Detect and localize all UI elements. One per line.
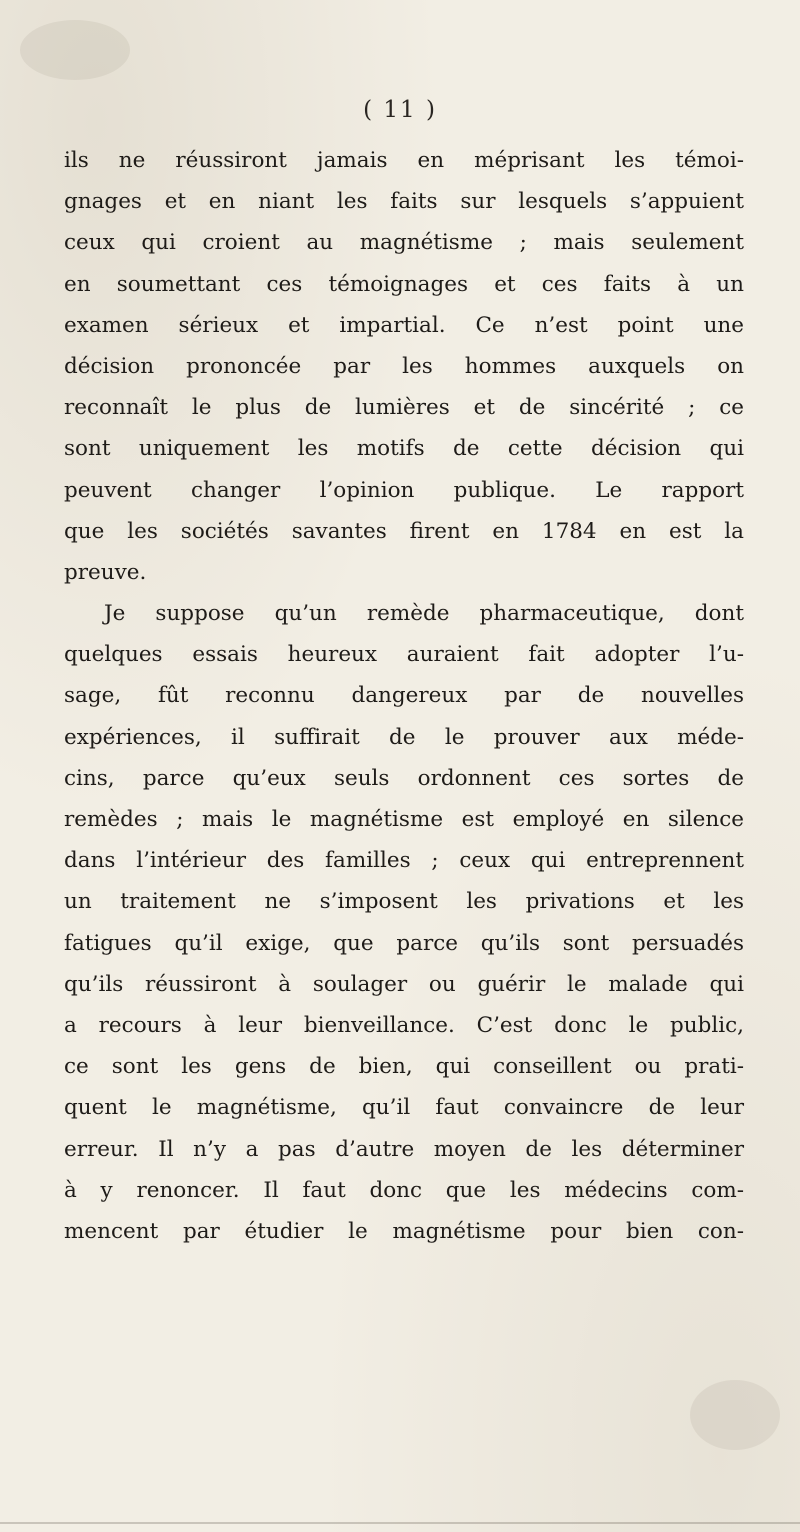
- text-line: dans l’intérieur des familles ; ceux qui entreprennent: [64, 848, 744, 874]
- body-text: [64, 140, 744, 1252]
- text-line: a recours à leur bienveillance. C’est donc le public,: [64, 1012, 744, 1038]
- text-line: preuve.: [64, 559, 147, 585]
- text-line: erreur. Il n’y a pas d’autre moyen de les déterminer: [64, 1136, 744, 1162]
- text-line: reconnaît le plus de lumières et de sincérité ; ce: [64, 395, 744, 421]
- text-line: sont uniquement les motifs de cette décision qui: [64, 436, 744, 462]
- paper-stain: [690, 1380, 780, 1450]
- text-line: ils ne réussiront jamais en méprisant les témoi-: [64, 148, 744, 173]
- text-line: expériences, il suffirait de le prouver aux méde-: [64, 724, 744, 750]
- page-edge: [0, 1522, 800, 1524]
- text-line: qu’ils réussiront à soulager ou guérir le malade qui: [64, 971, 744, 997]
- paper-stain: [20, 20, 130, 80]
- text-line: fatigues qu’il exige, que parce qu’ils sont persuadés: [64, 930, 744, 956]
- text-line: décision prononcée par les hommes auxquels on: [64, 353, 744, 379]
- text-line: un traitement ne s’imposent les privations et les: [64, 889, 744, 915]
- text-line: ce sont les gens de bien, qui conseillent ou prati-: [64, 1054, 744, 1080]
- text-line: Je suppose qu’un remède pharmaceutique, dont: [104, 601, 744, 627]
- text-line: sage, fût reconnu dangereux par de nouvelles: [64, 683, 744, 709]
- text-line: que les sociétés savantes firent en 1784 en est la: [64, 518, 744, 544]
- text-line: quent le magnétisme, qu’il faut convaincre de leur: [64, 1095, 744, 1121]
- text-line: cins, parce qu’eux seuls ordonnent ces sortes de: [64, 765, 744, 791]
- page-number: ( 11 ): [363, 97, 437, 123]
- text-line: ceux qui croient au magnétisme ; mais seulement: [64, 230, 744, 256]
- text-line: quelques essais heureux auraient fait adopter l’u-: [64, 642, 744, 668]
- text-line: examen sérieux et impartial. Ce n’est point une: [64, 312, 744, 338]
- text-line: en soumettant ces témoignages et ces faits à un: [64, 271, 744, 297]
- text-line: remèdes ; mais le magnétisme est employé en silence: [64, 807, 744, 832]
- text-line: peuvent changer l’opinion publique. Le rapport: [64, 477, 744, 503]
- text-line: à y renoncer. Il faut donc que les médecins com-: [64, 1177, 744, 1203]
- text-line: mencent par étudier le magnétisme pour bien con-: [64, 1218, 744, 1244]
- text-line: gnages et en niant les faits sur lesquels s’appuient: [64, 189, 744, 215]
